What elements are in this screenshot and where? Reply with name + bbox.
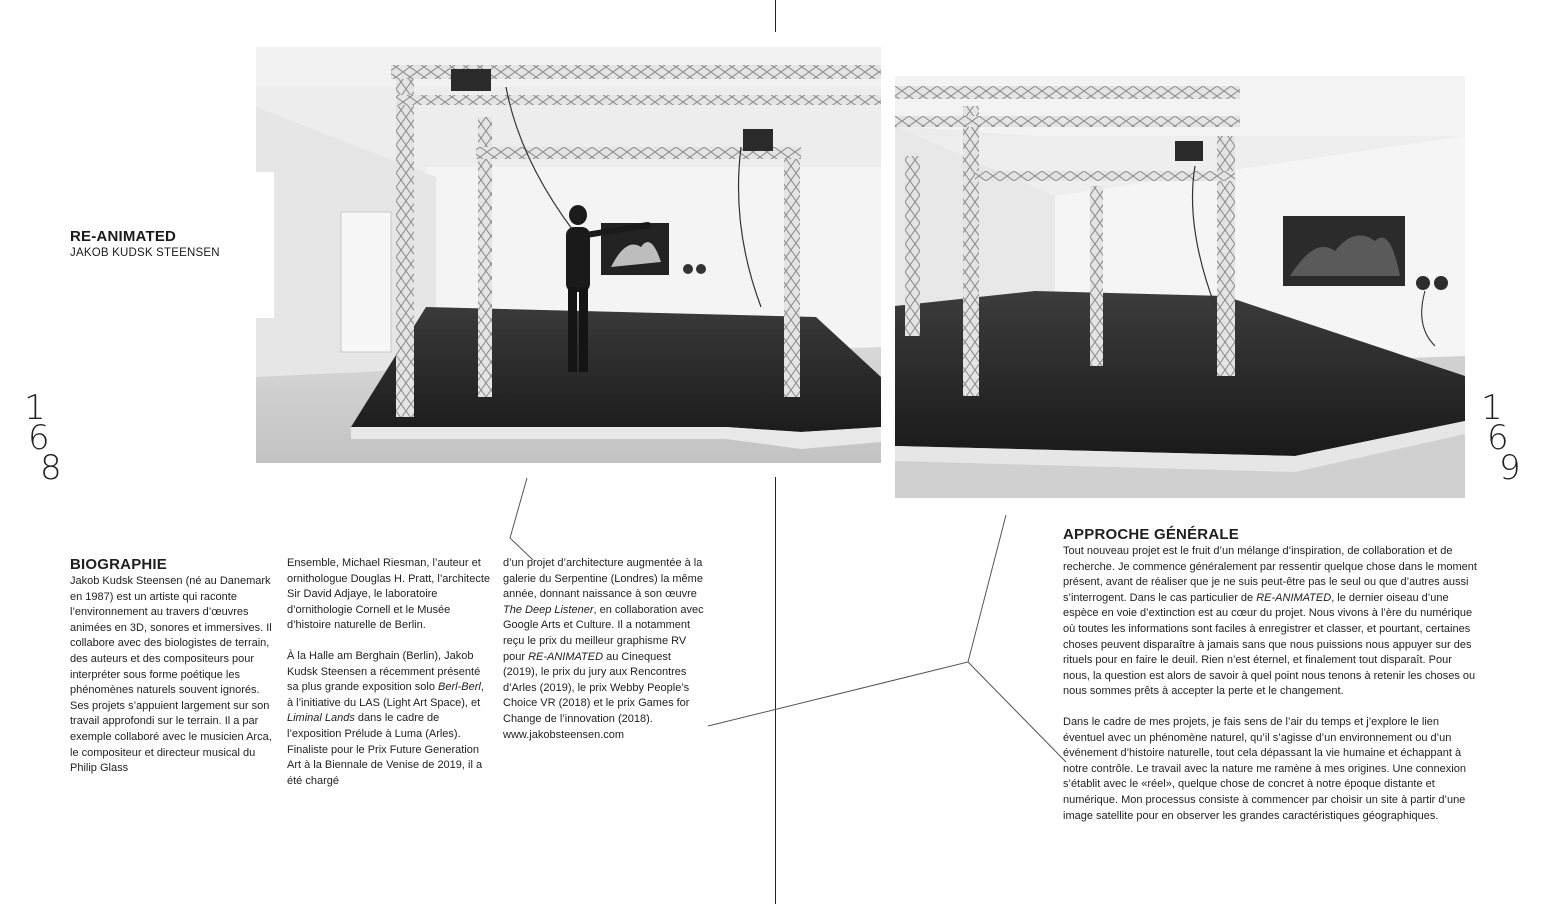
biography-paragraph-2: Ensemble, Michael Riesman, l’auteur et ornithologue Douglas H. Pratt, l’architecte Sir David Adjaye, le laboratoire d’ornithologie Cornell et le Musée d’histoire naturelle de Berlin. [287, 557, 490, 632]
connector-line-center [708, 515, 1006, 726]
biography-column-1 [70, 556, 275, 777]
biography-column-2 [287, 556, 490, 789]
approach-column [1063, 526, 1481, 824]
approach-text-segment: Tout nouveau projet est le fruit d’un mélange d’inspiration, de collaboration et de recherche. Je commence généralement par ressentir quelque chose dans le moment présent, avant de réaliser que je ne suis peut-être pas le seul ou que d’autres aussi s’interrogent. Dans le cas particulier de [1063, 545, 1477, 604]
artist-website: www.jakobsteensen.com [503, 728, 625, 741]
installation-photo-left-image [256, 47, 881, 463]
approach-text-segment: , le dernier oiseau d’une espèce en voie d’extinction est au cœur du projet. Nous vivons à l’ère du numérique où toutes les informations sont faciles à enregistrer et classer, et pourtant, certaines choses peuvent disparaître à jamais sans que nous puissions nous appuyer sur des rituels pour en faire le deuil. Rien n’est éternel, et finalement tout disparaît. Pour nous, la question est alors de savoir à quel point nous tenons à retenir les choses ou nous sommes prêts à accepter la perte et le changement. [1063, 591, 1476, 698]
photo-frame-bottom [817, 463, 895, 477]
installation-photo-right [895, 76, 1465, 498]
bio-text-segment: , à l’initiative du LAS (Light Art Space), et [287, 681, 484, 709]
bio-text-segment: d’un projet d’architecture augmentée à la galerie du Serpentine (Londres) la même année, donnant naissance à son œuvre [503, 557, 703, 601]
biography-paragraph-1: Jakob Kudsk Steensen (né au Danemark en 1987) est un artiste qui raconte l’environnement au travers d’œuvres animées en 3D, sonores et immersives. Il collabore avec des biologistes de terrain, des auteurs et des compositeurs pour interpréter sous forme poétique les phénomènes naturels souvent ignorés. Ses projets s’appuient largement sur son travail approfondi sur le terrain. Il a par exemple collaboré avec le musicien Arca, le compositeur et directeur musical du Philip Glass [70, 575, 272, 775]
page-number-right-digit-1: 1 [1481, 388, 1503, 428]
work-title-re-animated: RE-ANIMATED [528, 650, 604, 663]
connector-line-right [968, 662, 1066, 762]
biography-paragraph-3 [287, 649, 490, 789]
approach-paragraph-1 [1063, 544, 1481, 700]
exhibition-title-berl-berl: Berl-Berl [438, 681, 481, 694]
page-number-left-digit-1: 1 [24, 388, 46, 428]
bio-text-segment: au Cinequest (2019), le prix du jury aux Rencontres d’Arles (2019), le prix Webby People’s Choice VR (2018) et le prix Games for Change de l’innovation (2018). [503, 650, 690, 725]
page-number-right [1481, 388, 1521, 488]
installation-photo-left [256, 47, 881, 463]
bio-text-segment: À la Halle am Berghain (Berlin), Jakob Kudsk Steensen a récemment présenté sa plus grande exposition solo [287, 649, 481, 694]
photo-frame-gap [881, 47, 895, 477]
photo-cutout-left [256, 172, 274, 318]
page-number-right-digit-2: 6 [1487, 418, 1509, 458]
project-title-block [70, 228, 220, 261]
installation-photo-right-image [895, 76, 1465, 498]
approach-heading: APPROCHE GÉNÉRALE [1063, 526, 1239, 543]
biography-column-3 [503, 556, 708, 743]
page-number-left [24, 388, 62, 488]
biography-heading: BIOGRAPHIE [70, 556, 168, 573]
project-artist: JAKOB KUDSK STEENSEN [70, 247, 220, 259]
work-title-deep-listener: The Deep Listener [503, 603, 594, 616]
bio-text-segment: dans le cadre de l’exposition Prélude à Luma (Arles). Finaliste pour le Prix Future Generation Art à la Biennale de Venise de 2019, il a été chargé [287, 712, 483, 787]
page-number-right-digit-3: 9 [1499, 448, 1521, 488]
bio-text-segment: , en collaboration avec Google Arts et Culture. Il a notamment reçu le prix du meilleur graphisme RV pour [503, 603, 704, 663]
biography-paragraph-4 [503, 556, 708, 728]
work-title-re-animated-2: RE-ANIMATED [1256, 591, 1332, 604]
page-number-left-digit-3: 8 [40, 448, 62, 488]
exhibition-title-liminal-lands: Liminal Lands [287, 712, 355, 725]
approach-paragraph-2: Dans le cadre de mes projets, je fais sens de l’air du temps et j’explore le lien éventuel avec un phénomène naturel, qu’il s’agisse d’un environnement ou d’un événement d’histoire naturelle, tout cela dépassant la vie humaine et échappant à notre contrôle. Le travail avec la nature me ramène à mes origines. Une connexion s’établit avec le «réel», quelque chose de concret à notre époque distante et numérique. Mon processus consiste à commencer par choisir un site à partir d’une image satellite pour en observer les grandes caractéristiques géographiques. [1063, 715, 1466, 822]
connector-line-left [510, 478, 533, 560]
page-number-left-digit-2: 6 [28, 418, 50, 458]
project-title: RE-ANIMATED [70, 228, 177, 245]
